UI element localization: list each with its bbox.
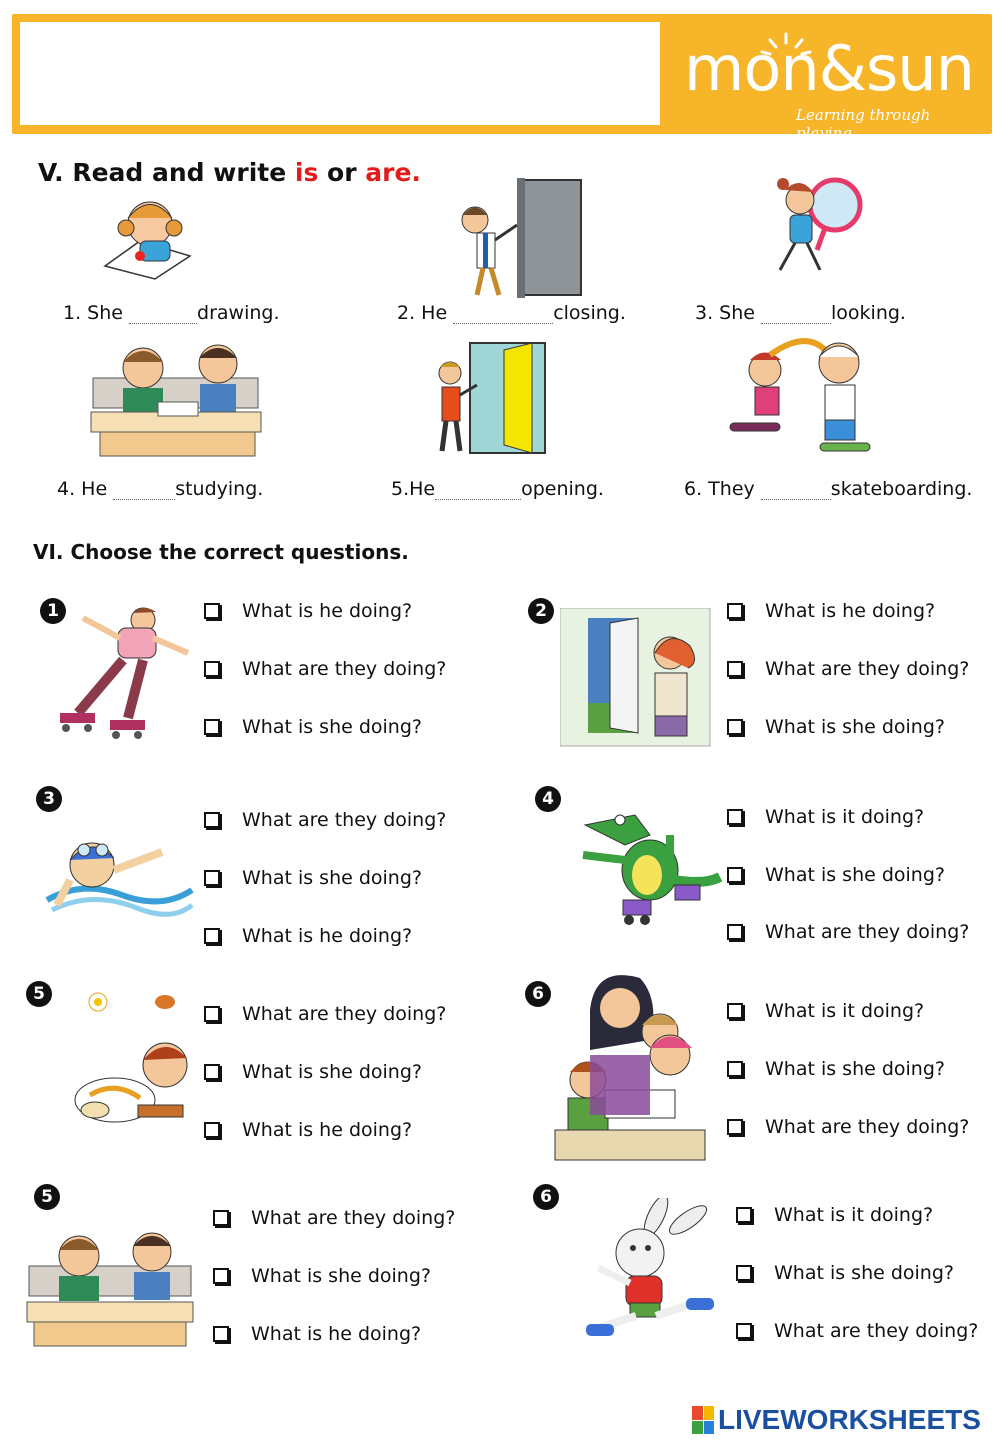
question-number: 5 bbox=[34, 1184, 60, 1210]
liveworksheets-logo[interactable] bbox=[692, 1404, 988, 1436]
boys-studying-image-2 bbox=[24, 1228, 196, 1348]
option-3-3[interactable]: What is he doing? bbox=[204, 925, 412, 947]
checkbox[interactable] bbox=[204, 719, 220, 735]
checkbox[interactable] bbox=[204, 603, 220, 619]
sentence-5: 5.He opening. bbox=[391, 478, 604, 500]
checkbox[interactable] bbox=[213, 1326, 229, 1342]
checkbox[interactable] bbox=[736, 1265, 752, 1281]
checkbox[interactable] bbox=[727, 1003, 743, 1019]
word-are: are. bbox=[365, 158, 421, 187]
checkbox[interactable] bbox=[727, 661, 743, 677]
checkbox[interactable] bbox=[204, 1006, 220, 1022]
boys-studying-image bbox=[88, 340, 264, 458]
checkbox[interactable] bbox=[727, 809, 743, 825]
checkbox[interactable] bbox=[204, 661, 220, 677]
option-3-1[interactable]: What are they doing? bbox=[204, 809, 446, 831]
option-2-1[interactable]: What is he doing? bbox=[727, 600, 935, 622]
checkbox[interactable] bbox=[727, 1119, 743, 1135]
question-number: 4 bbox=[535, 786, 561, 812]
checkbox[interactable] bbox=[204, 870, 220, 886]
option-1-3[interactable]: What is she doing? bbox=[204, 716, 422, 738]
question-number: 1 bbox=[40, 598, 66, 624]
checkbox[interactable] bbox=[213, 1210, 229, 1226]
boy-swimming-image bbox=[42, 830, 197, 922]
option-5-1[interactable]: What are they doing? bbox=[204, 1003, 446, 1025]
option-2-3[interactable]: What is she doing? bbox=[727, 716, 945, 738]
blank-3[interactable] bbox=[761, 307, 831, 324]
section6-title: VI. Choose the correct questions. bbox=[33, 540, 409, 564]
option-4-1[interactable]: What is it doing? bbox=[727, 806, 924, 828]
sentence-3: 3. She looking. bbox=[695, 302, 906, 324]
option-2-2[interactable]: What are they doing? bbox=[727, 658, 969, 680]
question-number: 2 bbox=[528, 598, 554, 624]
option-6-1[interactable]: What is it doing? bbox=[727, 1000, 924, 1022]
option-5-2[interactable]: What is she doing? bbox=[204, 1061, 422, 1083]
checkbox[interactable] bbox=[727, 867, 743, 883]
blank-4[interactable] bbox=[113, 483, 175, 500]
option-7-2[interactable]: What is she doing? bbox=[213, 1265, 431, 1287]
checkbox[interactable] bbox=[727, 924, 743, 940]
option-8-3[interactable]: What are they doing? bbox=[736, 1320, 978, 1342]
girl-magnifying-glass-image bbox=[755, 170, 870, 280]
option-6-2[interactable]: What is she doing? bbox=[727, 1058, 945, 1080]
checkbox[interactable] bbox=[736, 1323, 752, 1339]
question-number: 6 bbox=[533, 1184, 559, 1210]
question-number: 6 bbox=[525, 981, 551, 1007]
blank-1[interactable] bbox=[129, 307, 197, 324]
mother-reading-to-kids-image bbox=[550, 960, 722, 1165]
sentence-6: 6. They skateboarding. bbox=[684, 478, 973, 500]
option-6-3[interactable]: What are they doing? bbox=[727, 1116, 969, 1138]
girl-drawing-image bbox=[100, 186, 210, 281]
crocodile-rollerskating-image bbox=[575, 805, 723, 935]
checkbox[interactable] bbox=[204, 928, 220, 944]
option-8-1[interactable]: What is it doing? bbox=[736, 1204, 933, 1226]
checkbox[interactable] bbox=[204, 1122, 220, 1138]
sentence-4: 4. He studying. bbox=[57, 478, 264, 500]
kids-skateboarding-image bbox=[725, 335, 905, 460]
option-5-3[interactable]: What is he doing? bbox=[204, 1119, 412, 1141]
option-4-2[interactable]: What is she doing? bbox=[727, 864, 945, 886]
rabbit-running-image bbox=[578, 1198, 718, 1346]
checkbox[interactable] bbox=[727, 1061, 743, 1077]
question-number: 3 bbox=[36, 786, 62, 812]
checkbox[interactable] bbox=[204, 1064, 220, 1080]
word-is: is bbox=[294, 158, 319, 187]
option-1-2[interactable]: What are they doing? bbox=[204, 658, 446, 680]
option-4-3[interactable]: What are they doing? bbox=[727, 921, 969, 943]
mon-sun-logo bbox=[672, 24, 982, 142]
woman-opening-door-image bbox=[560, 608, 715, 748]
sentence-2: 2. He closing. bbox=[397, 302, 626, 324]
man-opening-door-image bbox=[432, 335, 552, 460]
sentence-1: 1. She drawing. bbox=[63, 302, 280, 324]
option-8-2[interactable]: What is she doing? bbox=[736, 1262, 954, 1284]
checkbox[interactable] bbox=[727, 603, 743, 619]
checkbox[interactable] bbox=[204, 812, 220, 828]
name-box bbox=[20, 22, 660, 125]
checkbox[interactable] bbox=[213, 1268, 229, 1284]
blank-2[interactable] bbox=[453, 307, 553, 324]
man-closing-door-image bbox=[455, 175, 590, 300]
option-7-3[interactable]: What is he doing? bbox=[213, 1323, 421, 1345]
girl-rollerskating-image bbox=[48, 598, 198, 746]
option-1-1[interactable]: What is he doing? bbox=[204, 600, 412, 622]
logo-tagline: Learning through playing bbox=[796, 106, 931, 142]
section5-title: V. Read and write is or are. bbox=[38, 158, 421, 187]
checkbox[interactable] bbox=[736, 1207, 752, 1223]
liveworksheets-badge-icon bbox=[692, 1406, 714, 1434]
logo-wordmark: mon&sun bbox=[684, 32, 974, 105]
blank-5[interactable] bbox=[435, 483, 521, 500]
blank-6[interactable] bbox=[761, 483, 831, 500]
liveworksheets-wordmark: LIVEWORKSHEETS bbox=[718, 1404, 981, 1435]
option-7-1[interactable]: What are they doing? bbox=[213, 1207, 455, 1229]
header-banner bbox=[12, 14, 992, 142]
checkbox[interactable] bbox=[727, 719, 743, 735]
boy-eating-image bbox=[70, 990, 195, 1138]
option-3-2[interactable]: What is she doing? bbox=[204, 867, 422, 889]
question-number: 5 bbox=[26, 981, 52, 1007]
